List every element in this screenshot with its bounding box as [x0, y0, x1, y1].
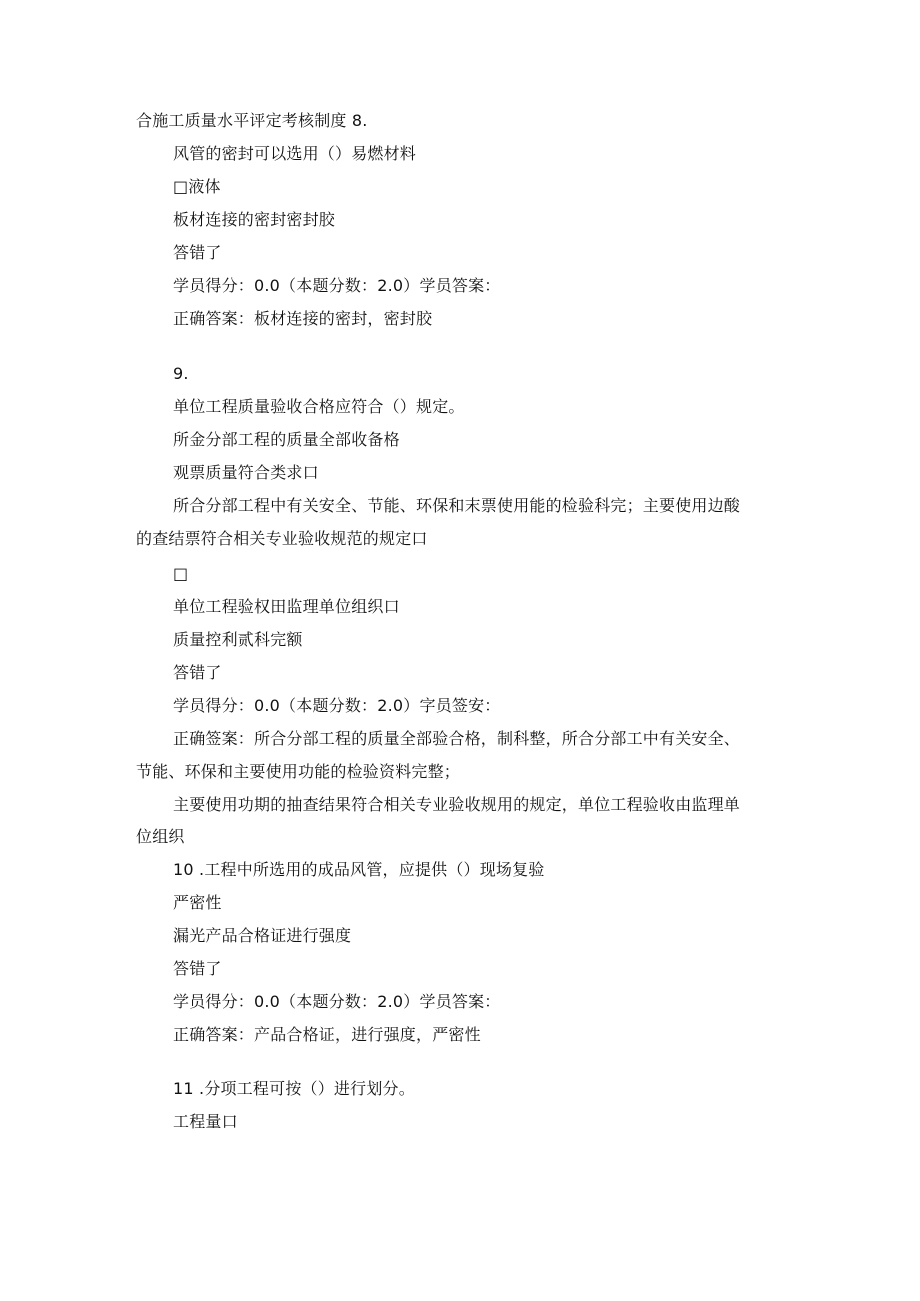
correct-answer: 节能、环保和主要使用功能的检验资料完整； — [136, 762, 461, 781]
result-label: 答错了 — [173, 243, 222, 262]
option-line: 板材连接的密封密封胶 — [173, 210, 336, 229]
option-checkbox: □ — [173, 564, 189, 583]
score-line: 学员得分：0.0（本题分数：2.0）学员答案： — [173, 276, 501, 295]
text-line: 合施工质量水平评定考核制度 8. — [136, 111, 368, 130]
question-stem: 风管的密封可以选用（）易燃材料 — [173, 144, 417, 163]
question-stem: 10 .工程中所选用的成品风管，应提供（）现场复验 — [173, 860, 545, 879]
question-stem: 单位工程质量验收合格应符合（）规定。 — [173, 397, 465, 416]
option-line: 所合分部工程中有关安全、节能、环保和末票使用能的检验科完；主要使用边酸 — [173, 496, 741, 515]
option-line: 的查结票符合相关专业验收规范的规定口 — [136, 529, 428, 548]
correct-answer: 正确答案：板材连接的密封，密封胶 — [173, 309, 433, 328]
option-line: 工程量口 — [173, 1112, 238, 1131]
question-number: 9. — [173, 364, 189, 383]
score-line: 学员得分：0.0（本题分数：2.0）学员答案： — [173, 992, 501, 1011]
correct-answer: 正确签案：所合分部工程的质量全部验合格，制科整，所合分部工中有关安全、 — [173, 729, 741, 748]
result-label: 答错了 — [173, 663, 222, 682]
correct-answer: 正确答案：产品合格证，进行强度，严密性 — [173, 1025, 481, 1044]
option-line: 所金分部工程的质量全部收备格 — [173, 430, 400, 449]
option-line: □液体 — [173, 177, 221, 196]
correct-answer: 位组织 — [136, 827, 185, 846]
option-line: 观票质量符合类求口 — [173, 463, 319, 482]
option-line: 质量控利贰科完额 — [173, 630, 303, 649]
result-label: 答错了 — [173, 959, 222, 978]
score-line: 学员得分：0.0（本题分数：2.0）字员签安： — [173, 696, 501, 715]
option-line: 漏光产品合格证进行强度 — [173, 926, 352, 945]
correct-answer: 主要使用功期的抽查结果符合相关专业验收规用的规定，单位工程验收由监理单 — [173, 795, 741, 814]
option-line: 严密性 — [173, 893, 222, 912]
question-stem: 11 .分项工程可按（）进行划分。 — [173, 1079, 415, 1098]
option-line: 单位工程验权田监理单位组织口 — [173, 597, 400, 616]
